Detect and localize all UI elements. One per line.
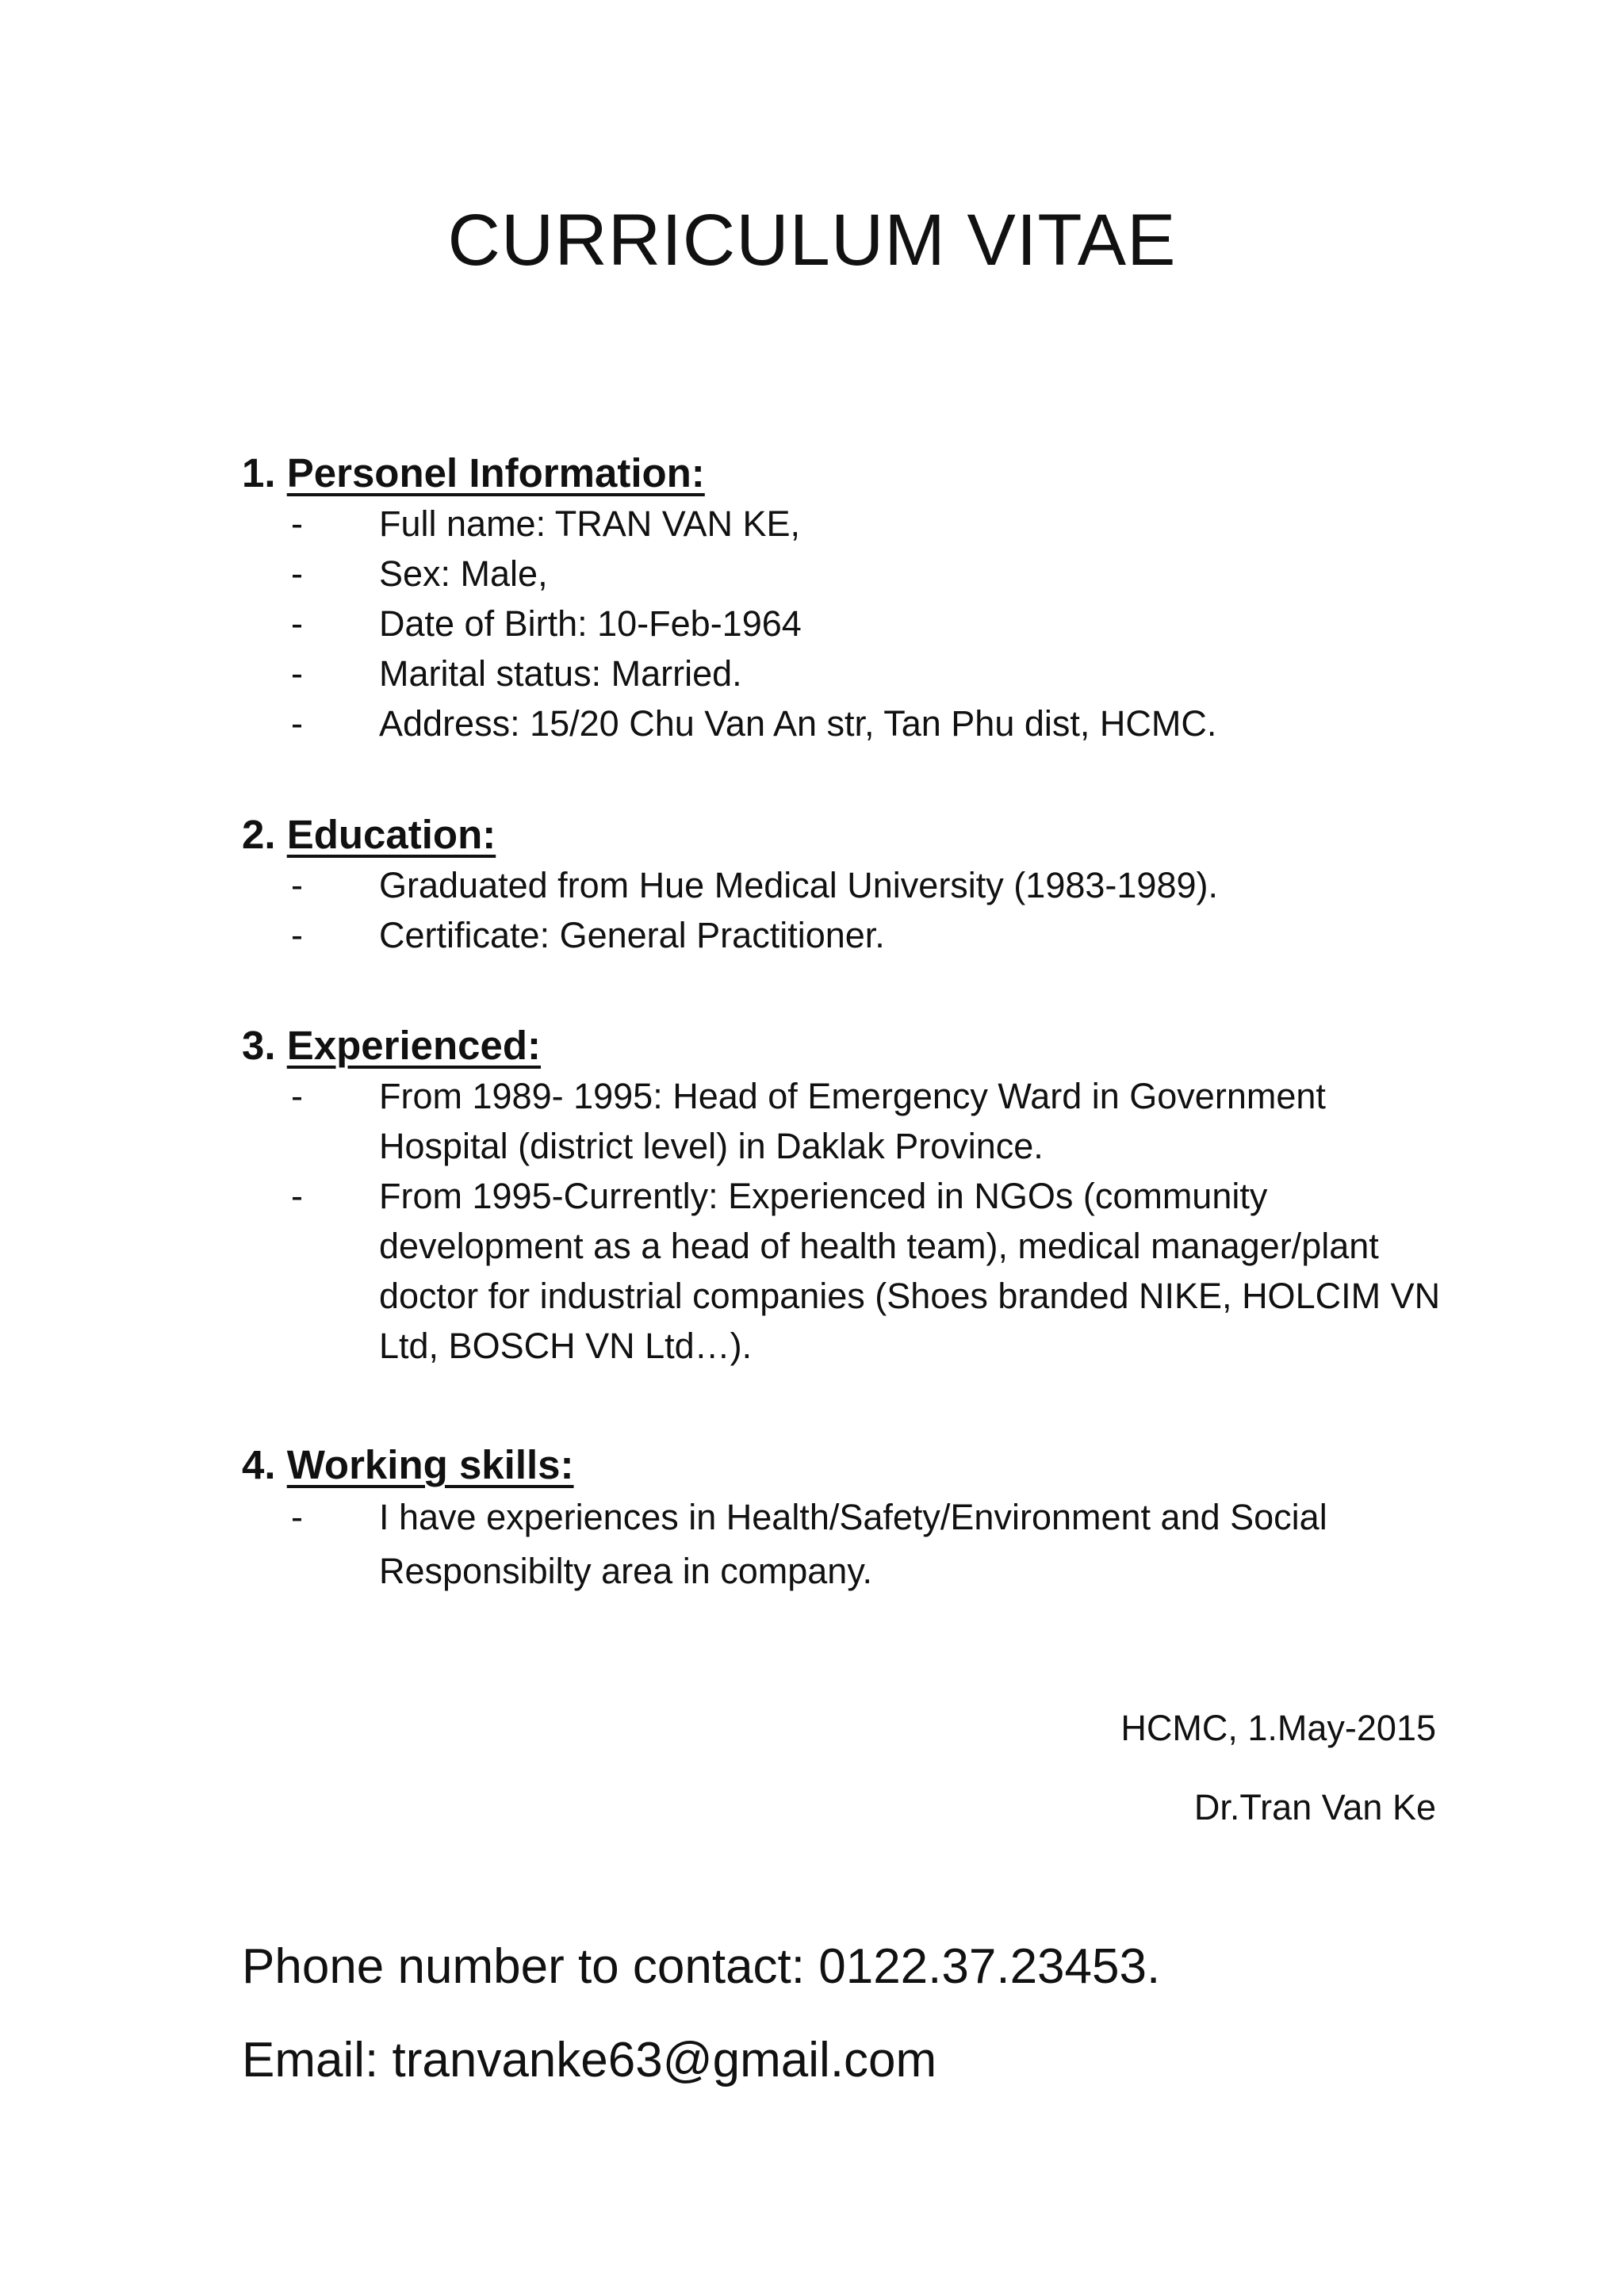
section-number: 4. xyxy=(242,1442,276,1487)
list-item xyxy=(242,1490,1463,1598)
section-items xyxy=(242,1490,1463,1598)
item-text: Full name: TRAN VAN KE, xyxy=(379,503,800,544)
contact-phone: Phone number to contact: 0122.37.23453. xyxy=(242,1939,1161,1994)
dash-bullet: - xyxy=(291,603,303,644)
dash-bullet: - xyxy=(291,653,303,694)
section-heading xyxy=(242,1020,1463,1071)
signoff-name: Dr.Tran Van Ke xyxy=(1193,1787,1436,1827)
section-working-skills xyxy=(242,1440,1463,1598)
list-item xyxy=(242,698,1463,748)
list-item xyxy=(242,599,1463,649)
item-text: Sex: Male, xyxy=(379,553,548,594)
section-items xyxy=(242,499,1463,748)
section-education xyxy=(242,809,1463,960)
list-item xyxy=(242,860,1463,910)
section-personal-information xyxy=(242,448,1463,748)
list-item xyxy=(242,1071,1463,1171)
section-title: Personel Information: xyxy=(286,450,705,496)
list-item xyxy=(242,549,1463,599)
item-text: I have experiences in Health/Safety/Environment and Social Responsibilty area in company. xyxy=(379,1497,1327,1591)
dash-bullet: - xyxy=(291,1497,303,1537)
section-heading xyxy=(242,809,1463,860)
item-text: Address: 15/20 Chu Van An str, Tan Phu dist, HCMC. xyxy=(379,703,1217,744)
dash-bullet: - xyxy=(291,1176,303,1216)
document-title: CURRICULUM VITAE xyxy=(447,200,1177,281)
dash-bullet: - xyxy=(291,915,303,955)
section-title: Working skills: xyxy=(286,1442,574,1487)
item-text: Certificate: General Practitioner. xyxy=(379,915,885,955)
dash-bullet: - xyxy=(291,865,303,905)
section-items xyxy=(242,860,1463,960)
section-number: 3. xyxy=(242,1023,276,1068)
section-title: Experienced: xyxy=(286,1023,542,1068)
item-text: Marital status: Married. xyxy=(379,653,742,694)
section-heading xyxy=(242,448,1463,499)
section-heading xyxy=(242,1440,1463,1490)
section-title: Education: xyxy=(286,812,496,857)
section-items xyxy=(242,1071,1463,1371)
item-text: Date of Birth: 10-Feb-1964 xyxy=(379,603,802,644)
dash-bullet: - xyxy=(291,503,303,544)
signoff-place-date: HCMC, 1.May-2015 xyxy=(1120,1708,1436,1748)
list-item xyxy=(242,499,1463,549)
item-text: Graduated from Hue Medical University (1983-1989). xyxy=(379,865,1218,905)
list-item xyxy=(242,1171,1463,1371)
dash-bullet: - xyxy=(291,1076,303,1116)
item-text: From 1995-Currently: Experienced in NGOs (community development as a head of health team), medical manager/plant doctor for industrial companies (Shoes branded NIKE, HOLCIM VN Ltd, BOSCH VN Ltd…). xyxy=(379,1176,1441,1366)
item-text: From 1989- 1995: Head of Emergency Ward in Government Hospital (district level) in Daklak Province. xyxy=(379,1076,1326,1166)
contact-email: Email: tranvanke63@gmail.com xyxy=(242,2033,937,2087)
list-item xyxy=(242,649,1463,698)
section-experience xyxy=(242,1020,1463,1371)
dash-bullet: - xyxy=(291,553,303,594)
dash-bullet: - xyxy=(291,703,303,744)
list-item xyxy=(242,910,1463,960)
section-number: 1. xyxy=(242,450,276,496)
section-number: 2. xyxy=(242,812,276,857)
